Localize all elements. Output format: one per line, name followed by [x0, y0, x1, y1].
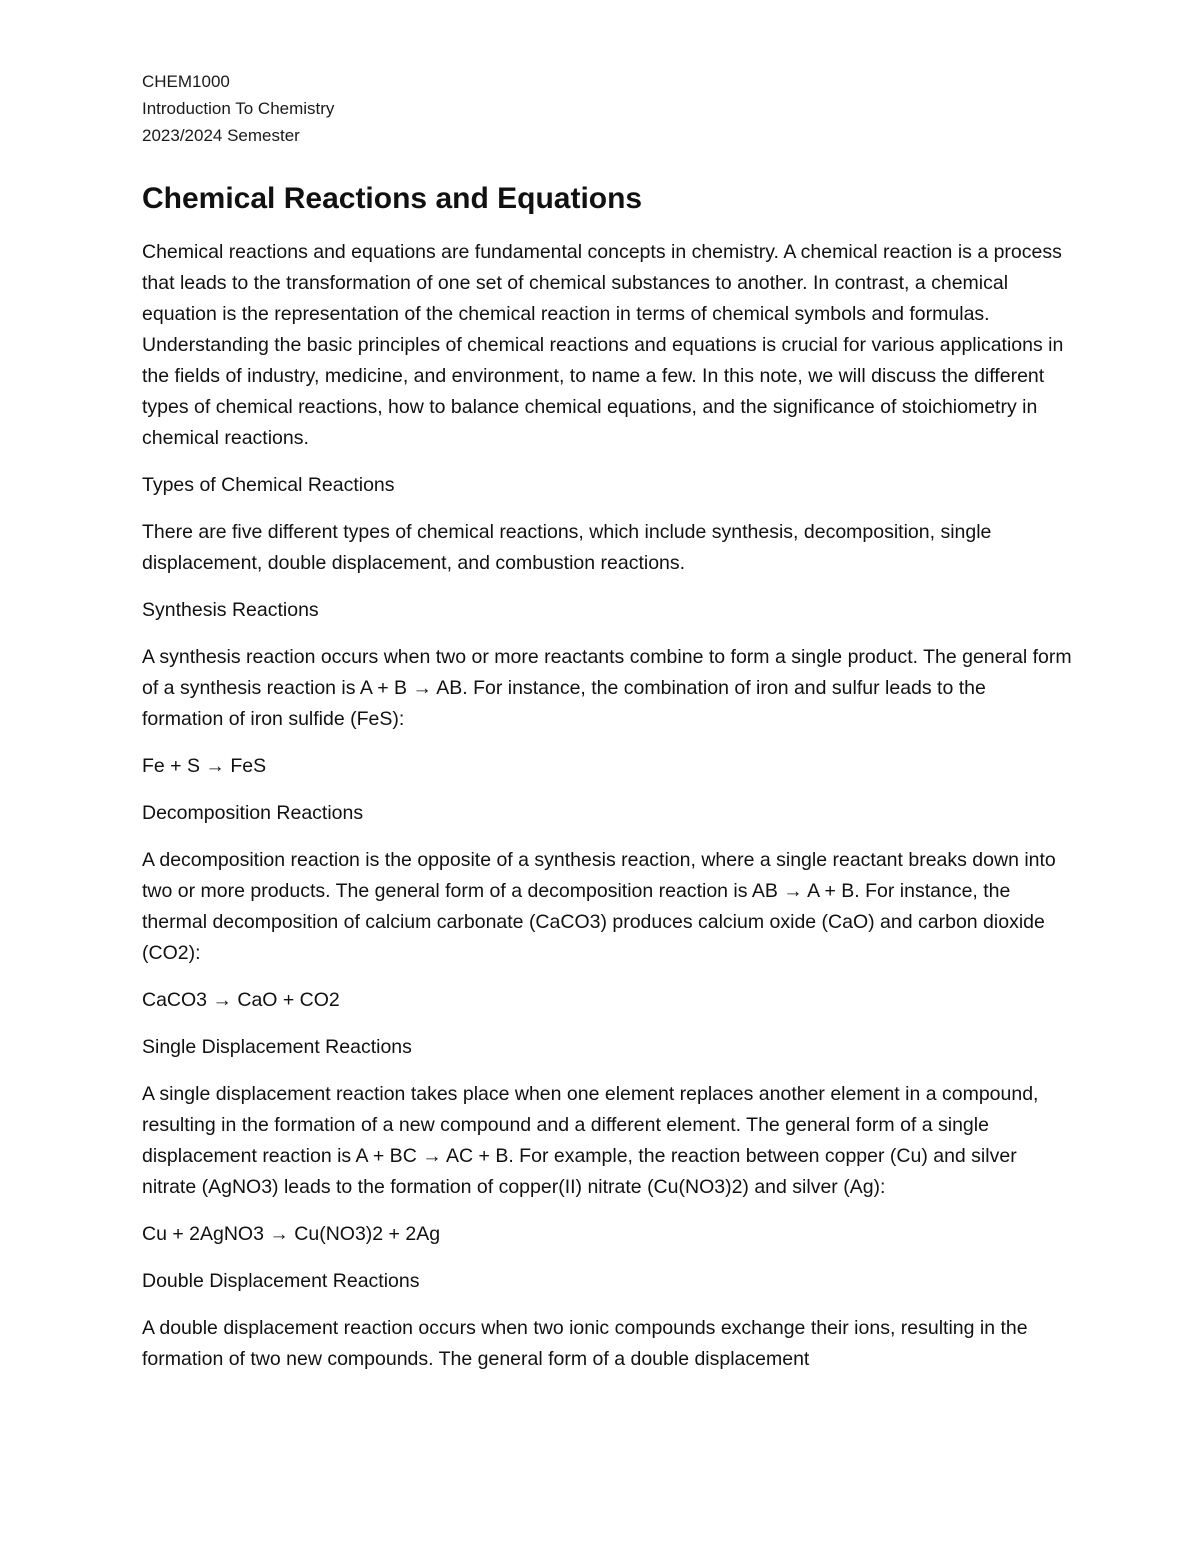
- synthesis-paragraph: A synthesis reaction occurs when two or more reactants combine to form a single product. The general form of a synthesis reaction is A + B → AB. For instance, the combination of iron and sulfur leads to the formation of iron sulfide (FeS):: [142, 646, 1072, 730]
- document-page: [142, 68, 1072, 1391]
- types-paragraph: There are five different types of chemical reactions, which include synthesis, decomposition, single displacement, double displacement, and combustion reactions.: [142, 521, 992, 574]
- course-name: Introduction To Chemistry: [142, 99, 335, 118]
- single-displacement-heading: Single Displacement Reactions: [142, 1036, 412, 1058]
- synthesis-heading: Synthesis Reactions: [142, 599, 319, 621]
- decomposition-paragraph: A decomposition reaction is the opposite of a synthesis reaction, where a single reactant breaks down into two or more products. The general form of a decomposition reaction is AB → A + B. For instance, the thermal decomposition of calcium carbonate (CaCO3) produces calcium oxide (CaO) and carbon dioxide (CO2):: [142, 849, 1056, 964]
- course-code: CHEM1000: [142, 72, 230, 91]
- semester: 2023/2024 Semester: [142, 126, 300, 145]
- types-heading: Types of Chemical Reactions: [142, 474, 395, 496]
- intro-paragraph: Chemical reactions and equations are fundamental concepts in chemistry. A chemical reaction is a process that leads to the transformation of one set of chemical substances to another. In contrast, a chemical equation is the representation of the chemical reaction in terms of chemical symbols and formulas. Understanding the basic principles of chemical reactions and equations is crucial for various applications in the fields of industry, medicine, and environment, to name a few. In this note, we will discuss the different types of chemical reactions, how to balance chemical equations, and the significance of stoichiometry in chemical reactions.: [142, 241, 1064, 449]
- decomposition-equation: CaCO3 → CaO + CO2: [142, 989, 340, 1011]
- single-displacement-paragraph: A single displacement reaction takes place when one element replaces another element in a compound, resulting in the formation of a new compound and a different element. The general form of a single displacement reaction is A + BC → AC + B. For example, the reaction between copper (Cu) and silver nitrate (AgNO3) leads to the formation of copper(II) nitrate (Cu(NO3)2) and silver (Ag):: [142, 1083, 1039, 1198]
- double-displacement-paragraph: A double displacement reaction occurs when two ionic compounds exchange their ions, resulting in the formation of two new compounds. The general form of a double displacement: [142, 1317, 1028, 1370]
- single-displacement-equation: Cu + 2AgNO3 → Cu(NO3)2 + 2Ag: [142, 1223, 441, 1245]
- double-displacement-heading: Double Displacement Reactions: [142, 1270, 420, 1292]
- document-title: Chemical Reactions and Equations: [142, 182, 643, 215]
- synthesis-equation: Fe + S → FeS: [142, 755, 267, 777]
- decomposition-heading: Decomposition Reactions: [142, 802, 364, 824]
